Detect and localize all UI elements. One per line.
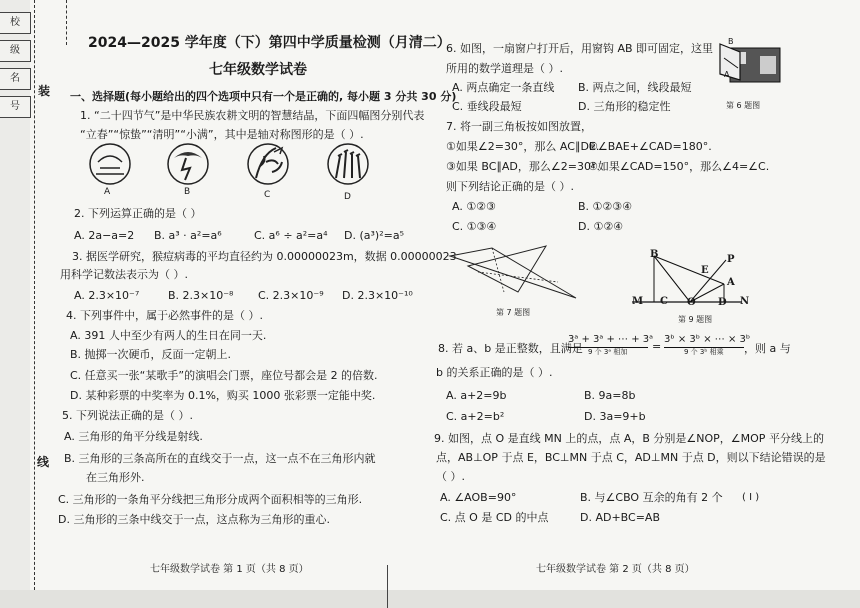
- q9-fig-label-p: P: [727, 254, 735, 265]
- q6-line2: 所用的数学道理是（ ）.: [446, 62, 563, 75]
- line-label: 线: [37, 455, 50, 469]
- solar-term-icon-d: [328, 144, 368, 184]
- q8-opt-a: A. a+2=9b: [446, 389, 507, 402]
- q4-opt-d: D. 某种彩票的中奖率为 0.1%，购买 1000 张彩票一定能中奖.: [70, 389, 376, 402]
- q8-line2: b 的关系正确的是（ ）.: [436, 366, 553, 379]
- q1-label-c: C: [264, 190, 271, 200]
- scanner-edge: [0, 590, 860, 608]
- q1-label-a: A: [104, 187, 111, 197]
- q2-opt-b: B. a³ · a²=a⁶: [154, 229, 222, 242]
- q9-fig-label-m: M: [632, 296, 644, 307]
- solar-term-icon-a: [90, 144, 130, 184]
- q3-line2: 用科学记数法表示为（ ）.: [60, 268, 188, 281]
- q8-numerator-2: 3ᵇ × 3ᵇ × ⋯ × 3ᵇ: [664, 334, 751, 345]
- q2-opt-a: A. 2a−a=2: [74, 229, 135, 242]
- q6-window-figure: [716, 34, 786, 94]
- q3-opt-a: A. 2.3×10⁻⁷: [74, 289, 140, 302]
- q1-line2: “立春”“惊蛰”“清明”“小满”，其中是轴对称图形的是（ ）.: [80, 128, 364, 141]
- q8-opt-d: D. 3a=9+b: [584, 410, 646, 423]
- q9-opt-a: A. ∠AOB=90°: [440, 491, 517, 504]
- q9-fig-label-n: N: [740, 296, 750, 307]
- q9-fig-label-e: E: [701, 265, 709, 276]
- q6-fig-label-b: B: [728, 37, 734, 46]
- q7-fig-caption: 第 7 题图: [496, 308, 531, 317]
- q4-opt-a: A. 391 人中至少有两人的生日在同一天.: [70, 329, 267, 342]
- q7-opt-b: B. ①②③④: [578, 200, 632, 213]
- q8-pre: 8. 若 a、b 是正整数，且满足: [438, 342, 583, 355]
- q2-opt-d: D. (a³)²=a⁵: [344, 229, 404, 242]
- q5-opt-d: D. 三角形的三条中线交于一点，这点称为三角形的重心.: [58, 513, 330, 526]
- q4-stem: 4. 下列事件中，属于必然事件的是（ ）.: [66, 309, 263, 322]
- q9-fig-label-o: O: [687, 297, 696, 308]
- q9-line2: 点，AB⊥OP 于点 E，BC⊥MN 于点 C，AD⊥MN 于点 D，则以下结论错误的是: [436, 451, 826, 464]
- q9-opt-b: B. 与∠CBO 互余的角有 2 个: [580, 491, 723, 504]
- q7-triangle-figure: [448, 242, 580, 304]
- q8-denominator-1: 9 个 3ᵃ 相加: [588, 348, 628, 356]
- q9-line1: 9. 如图，点 O 是直线 MN 上的点，点 A，B 分别是∠NOP，∠MOP 平分线上的: [434, 432, 824, 445]
- q6-opt-c: C. 垂线段最短: [452, 100, 522, 113]
- q4-opt-b: B. 抛掷一次硬币，反面一定朝上.: [70, 348, 232, 361]
- q3-line1: 3. 据医学研究，猴痘病毒的平均直径约为 0.00000023m，数据 0.00000023: [72, 250, 457, 263]
- q3-opt-b: B. 2.3×10⁻⁸: [168, 289, 234, 302]
- q1-solar-term-icons: [86, 142, 386, 202]
- q7-stem2: 则下列结论正确的是（ ）.: [446, 180, 574, 193]
- side-tab-class: 级: [0, 40, 31, 62]
- q7-stem: 7. 将一副三角板按如图放置，: [446, 120, 592, 133]
- q7-statement-1: ①如果∠2=30°，那么 AC∥DE.: [446, 140, 600, 153]
- q4-opt-c: C. 任意买一张“某歌手”的演唱会门票，座位号都会是 2 的倍数.: [70, 369, 378, 382]
- side-tab-number: 号: [0, 96, 31, 118]
- q8-opt-c: C. a+2=b²: [446, 410, 505, 423]
- q7-statement-4: ④如果∠CAD=150°，那么∠4=∠C.: [588, 160, 770, 173]
- q9-fig-label-c: C: [660, 296, 668, 307]
- section-heading: 一、选择题(每小题给出的四个选项中只有一个是正确的, 每小题 3 分共 30 分): [70, 90, 457, 103]
- q9-opt-d: D. AD+BC=AB: [580, 511, 660, 524]
- binding-line-top: [66, 0, 67, 45]
- q6-fig-label-a: A: [724, 70, 730, 79]
- q5-opt-a: A. 三角形的角平分线是射线.: [64, 430, 203, 443]
- q8-opt-b: B. 9a=8b: [584, 389, 636, 402]
- q9-opt-c: C. 点 O 是 CD 的中点: [440, 511, 549, 524]
- q5-stem: 5. 下列说法正确的是（ ）.: [62, 409, 193, 422]
- q8-post: ，则 a 与: [744, 342, 791, 355]
- q9-fig-label-d: D: [718, 297, 727, 308]
- solar-term-icon-b: [168, 144, 208, 184]
- q6-line1: 6. 如图，一扇窗户打开后，用窗钩 AB 即可固定，这里: [446, 42, 714, 55]
- q1-label-b: B: [184, 187, 191, 197]
- q1-line1: 1. “二十四节气”是中华民族农耕文明的智慧结晶，下面四幅图分别代表: [80, 109, 425, 122]
- q8-equals: =: [652, 340, 662, 353]
- q1-label-d: D: [344, 192, 351, 202]
- page2-footer: 七年级数学试卷 第 2 页（共 8 页）: [536, 564, 695, 575]
- q9-fig-label-b: B: [650, 249, 659, 260]
- q6-opt-a: A. 两点确定一条直线: [452, 81, 555, 94]
- binding-line: [34, 0, 35, 590]
- q2-opt-c: C. a⁶ ÷ a²=a⁴: [254, 229, 328, 242]
- q7-opt-d: D. ①②④: [578, 220, 624, 233]
- side-tab-school: 校: [0, 12, 31, 34]
- q6-opt-b: B. 两点之间，线段最短: [578, 81, 692, 94]
- q3-opt-d: D. 2.3×10⁻¹⁰: [342, 289, 413, 302]
- q5-opt-c: C. 三角形的一条角平分线把三角形分成两个面积相等的三角形.: [58, 493, 363, 506]
- q5-opt-b-line2: 在三角形外.: [86, 471, 145, 484]
- q5-opt-b-line1: B. 三角形的三条高所在的直线交于一点，这一点不在三角形内就: [64, 452, 376, 465]
- page1-footer: 七年级数学试卷 第 1 页（共 8 页）: [150, 564, 309, 575]
- q8-numerator-1: 3ᵃ + 3ᵃ + ⋯ + 3ᵃ: [568, 334, 654, 345]
- q9-mark: ( I ): [742, 492, 760, 503]
- exam-subtitle: 七年级数学试卷: [209, 62, 307, 78]
- solar-term-icon-c: [248, 144, 288, 184]
- q2-stem: 2. 下列运算正确的是（ ）: [74, 207, 202, 220]
- q7-opt-a: A. ①②③: [452, 200, 496, 213]
- q7-statement-3: ③如果 BC∥AD，那么∠2=30°.: [446, 160, 600, 173]
- q3-opt-c: C. 2.3×10⁻⁹: [258, 289, 324, 302]
- q6-opt-d: D. 三角形的稳定性: [578, 100, 671, 113]
- q9-fig-caption: 第 9 题图: [678, 315, 713, 324]
- exam-title: 2024—2025 学年度（下）第四中学质量检测（月清二）: [88, 35, 451, 51]
- q6-fig-caption: 第 6 题图: [726, 101, 761, 110]
- q7-statement-2: ②∠BAE+∠CAD=180°.: [588, 140, 712, 153]
- q9-fig-label-a: A: [727, 277, 735, 288]
- q9-line3: （ ）.: [436, 470, 465, 483]
- side-tab-name: 名: [0, 68, 31, 90]
- q8-denominator-2: 9 个 3ᵇ 相乘: [684, 348, 724, 356]
- q7-opt-c: C. ①③④: [452, 220, 497, 233]
- center-fold: [387, 565, 388, 608]
- binding-label: 装: [38, 84, 51, 98]
